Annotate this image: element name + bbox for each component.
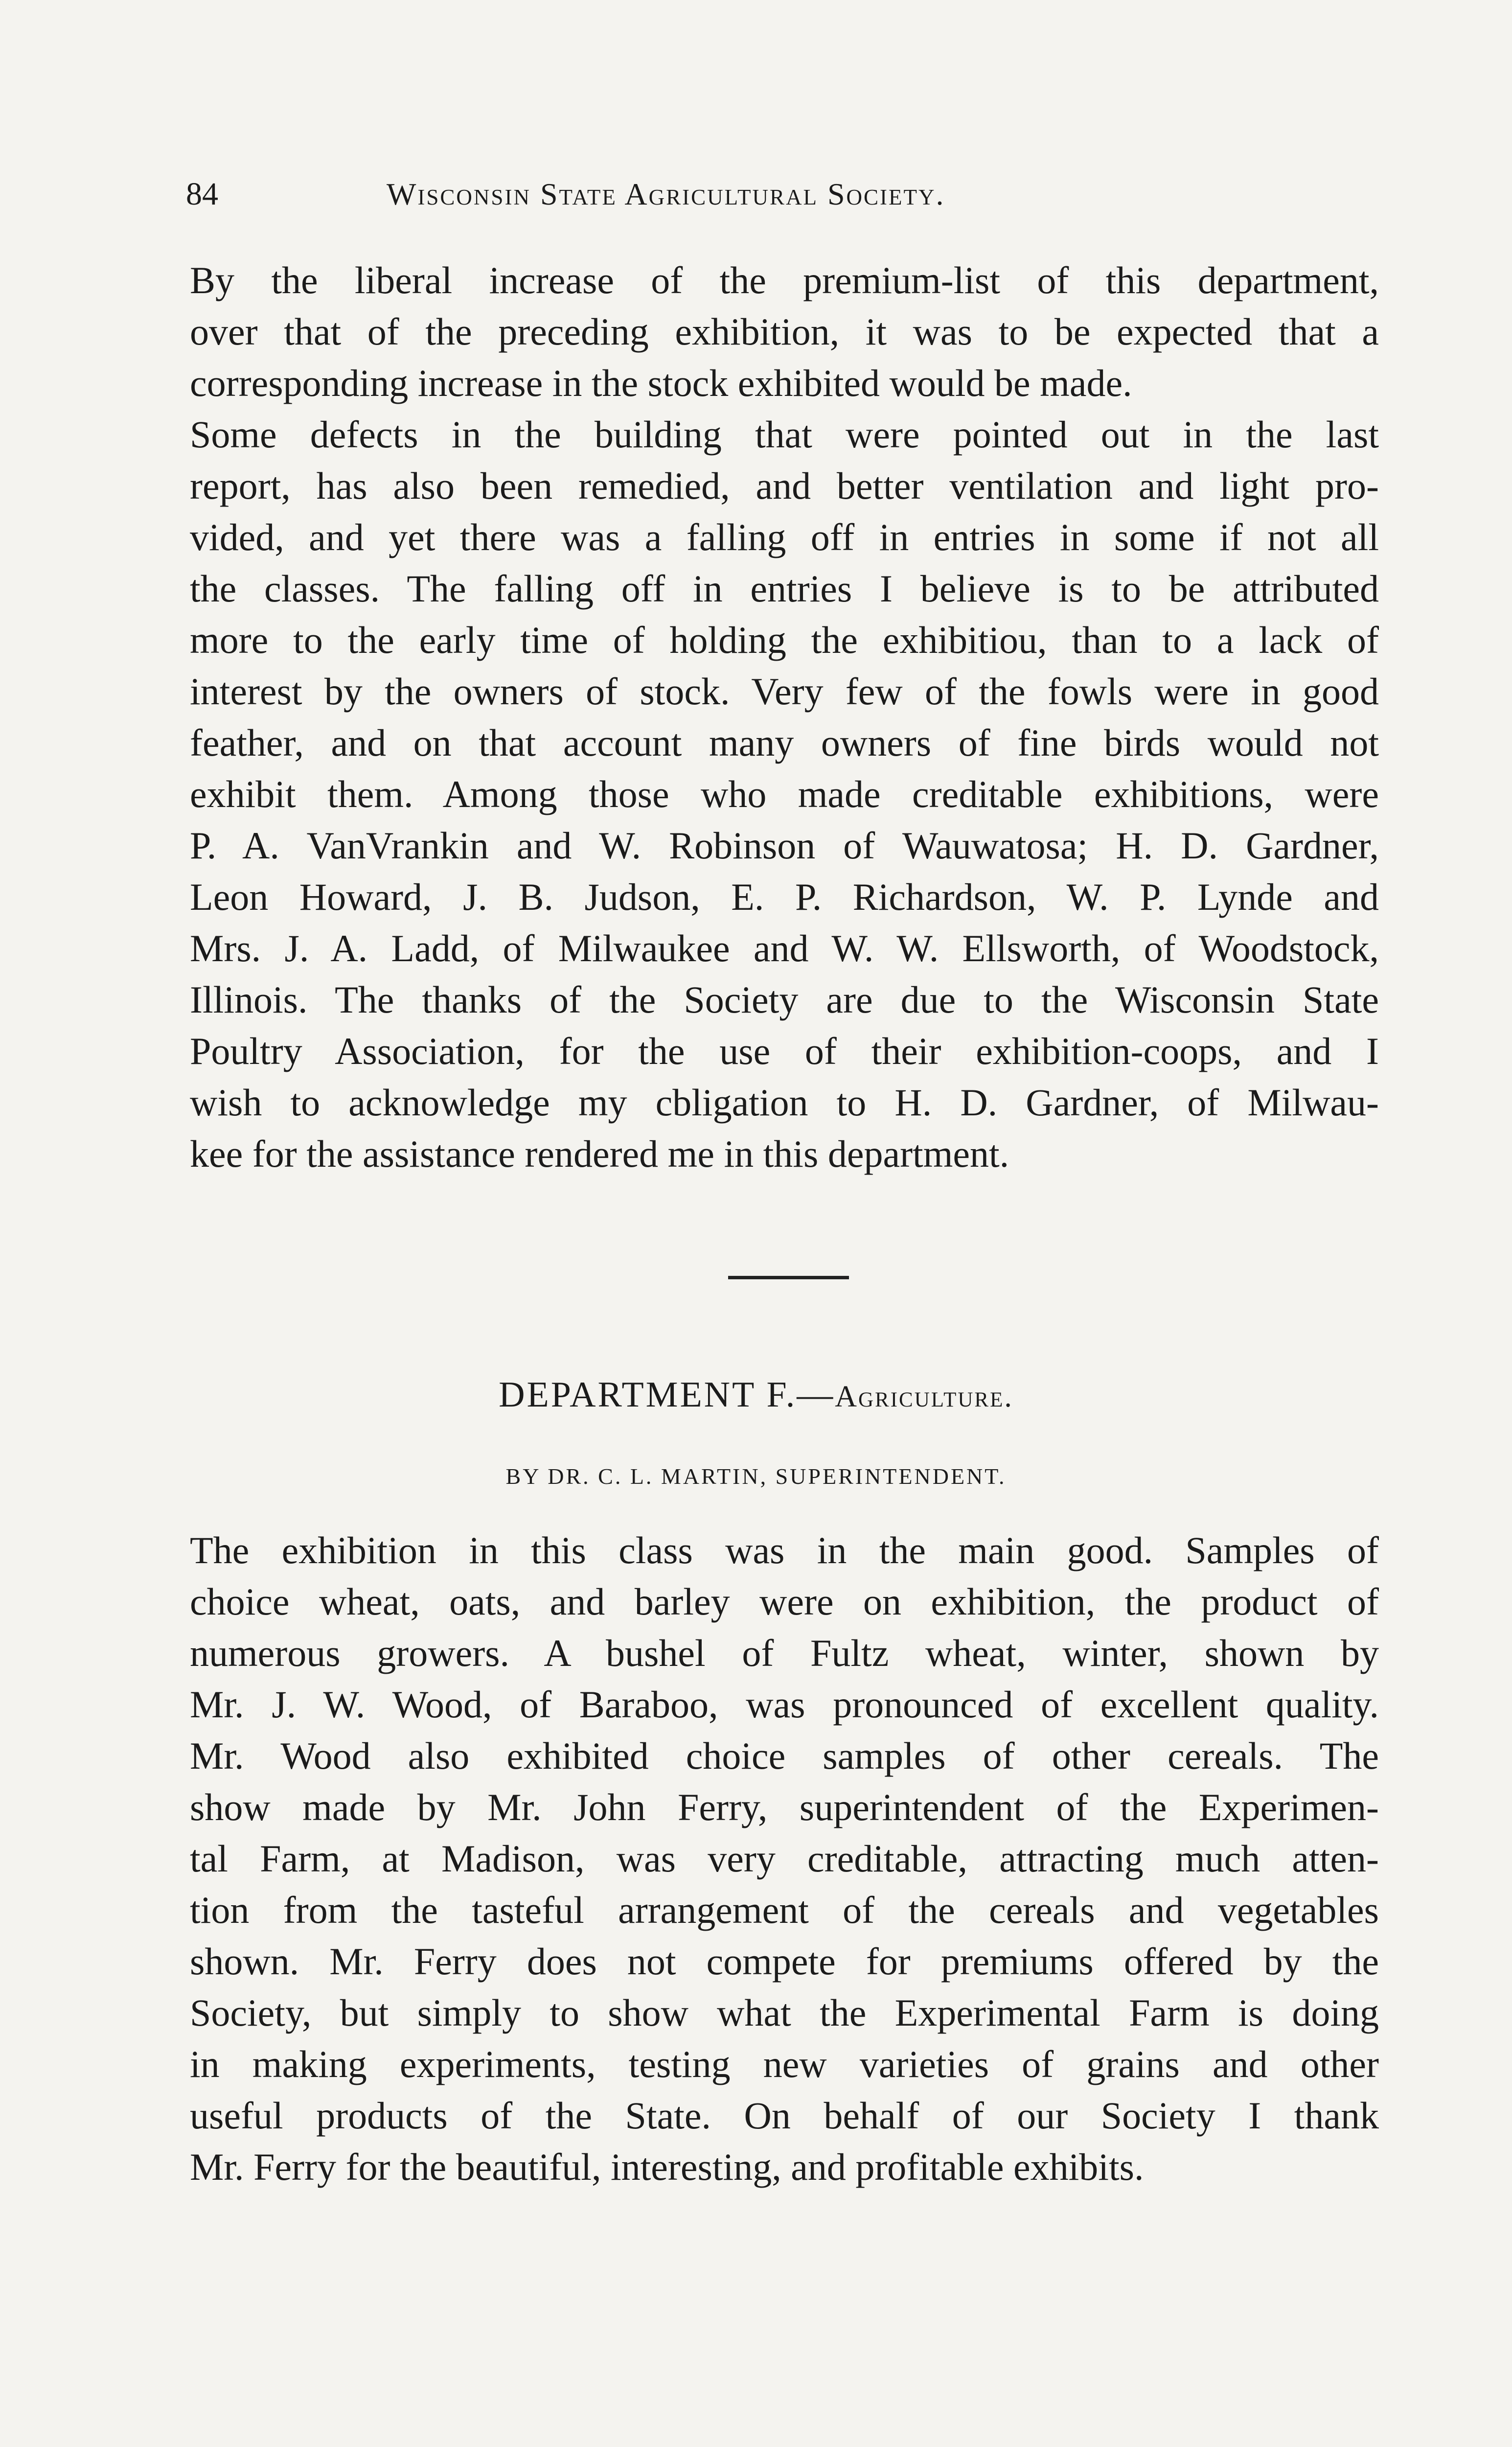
text-line: Mr. J. W. Wood, of Baraboo, was pronounced of excellent quality. [190,1683,1379,1726]
superintendent-byline: BY DR. C. L. MARTIN, SUPERINTENDENT. [505,1464,1007,1489]
department-heading [0,1370,1512,1421]
section-divider [728,1276,849,1279]
text-line: The exhibition in this class was in the main good. Samples of [190,1529,1379,1571]
text-line: Mrs. J. A. Ladd, of Milwaukee and W. W. Ellsworth, of Woodstock, [190,927,1379,970]
text-line: Society, but simply to show what the Experimental Farm is doing [190,1991,1379,2034]
text-line: report, has also been remedied, and better ventilation and light pro- [190,464,1379,507]
text-line: more to the early time of holding the exhibitiou, than to a lack of [190,619,1379,661]
text-line: Some defects in the building that were pointed out in the last [190,413,1379,456]
text-line: P. A. VanVrankin and W. Robinson of Wauwatosa; H. D. Gardner, [190,824,1379,867]
text-line: useful products of the State. On behalf of our Society I thank [190,2094,1379,2137]
text-line: numerous growers. A bushel of Fultz wheat, winter, shown by [190,1632,1379,1674]
text-line: shown. Mr. Ferry does not compete for premiums offered by the [190,1940,1379,1983]
text-line: Leon Howard, J. B. Judson, E. P. Richardson, W. P. Lynde and [190,876,1379,918]
text-line: By the liberal increase of the premium-list of this department, [190,259,1379,301]
paragraph-agriculture-report [190,1524,1379,2193]
text-line: feather, and on that account many owners of fine birds would not [190,721,1379,764]
text-line: kee for the assistance rendered me in this department. [190,1132,1009,1175]
text-line: over that of the preceding exhibition, it was to be expected that a [190,310,1379,353]
text-line: Illinois. The thanks of the Society are due to the Wisconsin State [190,978,1379,1021]
text-line: show made by Mr. John Ferry, superintendent of the Experimen- [190,1786,1379,1828]
running-head [186,172,1380,216]
text-line: vided, and yet there was a falling off in entries in some if not all [190,516,1379,558]
text-line: choice wheat, oats, and barley were on exhibition, the product of [190,1580,1379,1623]
text-line: tion from the tasteful arrangement of the cereals and vegetables [190,1889,1379,1931]
running-title: Wisconsin State Agricultural Society. [387,177,945,211]
text-line: interest by the owners of stock. Very few of the fowls were in good [190,670,1379,713]
text-line: Poultry Association, for the use of their exhibition-coops, and I [190,1030,1379,1072]
text-line: in making experiments, testing new varieties of grains and other [190,2043,1379,2085]
text-line: Mr. Wood also exhibited choice samples of other cereals. The [190,1734,1379,1777]
department-title: DEPARTMENT F.— [499,1375,835,1415]
text-line: tal Farm, at Madison, was very creditable, attracting much atten- [190,1837,1379,1880]
text-line: corresponding increase in the stock exhibited would be made. [190,362,1132,404]
page-number: 84 [186,176,218,212]
department-subtitle: Agriculture. [835,1380,1013,1413]
text-line: the classes. The falling off in entries I believe is to be attributed [190,567,1379,610]
text-line: Mr. Ferry for the beautiful, interesting, and profitable exhibits. [190,2146,1144,2188]
paragraph-poultry-report [190,409,1379,1179]
text-line: exhibit them. Among those who made creditable exhibitions, were [190,773,1379,815]
paragraph-poultry-intro [190,254,1379,409]
text-line: wish to acknowledge my cbligation to H. D. Gardner, of Milwau- [190,1081,1379,1124]
